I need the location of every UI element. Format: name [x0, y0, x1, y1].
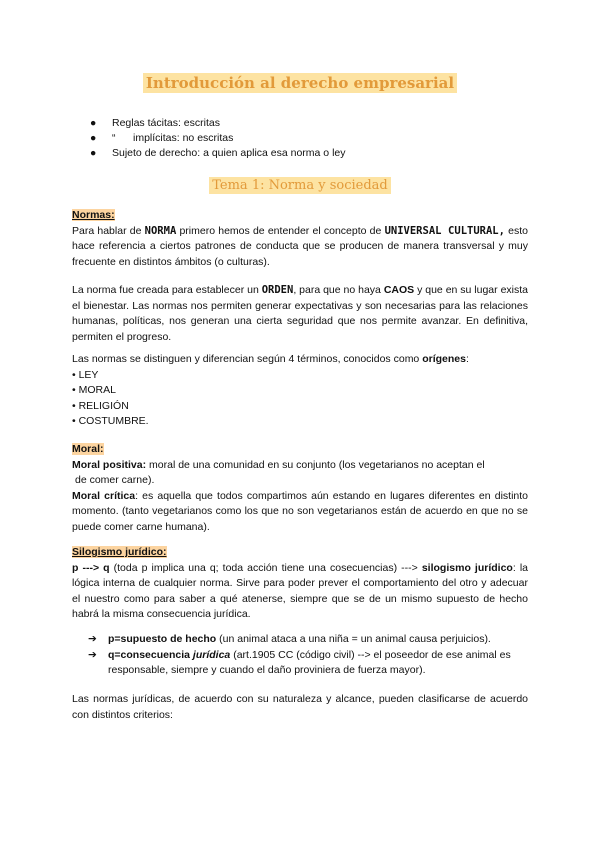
list-item: • LEY [72, 368, 99, 381]
bullet-text: “ implícitas: no escritas [112, 132, 234, 144]
list-item: ➔ p=supuesto de hecho (un animal ataca a una niña = un animal causa perjuicios). [88, 632, 528, 648]
closing-paragraph: Las normas jurídicas, de acuerdo con su naturaleza y alcance, pueden clasificarse de acuerdo con distintos criterios: [72, 693, 528, 721]
moral-section [72, 442, 528, 535]
subtitle-container [0, 176, 600, 194]
list-item [90, 116, 346, 131]
list-item: • RELIGIÓN [72, 399, 129, 412]
title-container [0, 74, 600, 93]
moral-heading: Moral: [72, 443, 104, 455]
bullet-icon: ● [90, 117, 97, 129]
normas-paragraph-2: La norma fue creada para establecer un ORDEN, para que no haya CAOS y que en su lugar exista el bienestar. Las normas nos permiten generar expectativas y son necesarias para las relaciones humanas, políticas, nos generan una cierta seguridad que nos permite avanzar. En definitiva, permiten el progreso. [72, 284, 528, 343]
normas-paragraph-2-block [72, 283, 528, 345]
bullet-text: Reglas tácitas: escritas [112, 117, 220, 129]
silogismo-section [72, 545, 528, 623]
normas-section [72, 208, 528, 270]
list-item [90, 131, 346, 146]
normas-paragraph-3: Las normas se distinguen y diferencian según 4 términos, conocidos como orígenes: [72, 353, 469, 365]
list-item: • COSTUMBRE. [72, 415, 149, 427]
bullet-icon: ● [90, 147, 97, 159]
bullet-text: Sujeto de derecho: a quien aplica esa norma o ley [112, 147, 346, 159]
bullet-icon: ● [90, 132, 97, 144]
silogismo-paragraph: p ---> q (toda p implica una q; toda acción tiene una cosecuencias) ---> silogismo jurídico: la lógica interna de cualquier norma. Sirve para poder prever el comportamiento del otro y adecuar el nuestro como para saber a qué atenerse, siempre que se de un mismo supuesto de hecho habrá la misma consecuencia jurídica. [72, 561, 528, 620]
arrow-icon: ➔ [88, 648, 97, 661]
normas-heading: Normas: [72, 209, 115, 221]
silogismo-heading: Silogismo jurídico: [72, 546, 167, 558]
intro-bullet-list [90, 116, 346, 161]
origins-block [72, 352, 528, 430]
moral-critica: Moral crítica: es aquella que todos compartimos aún estando en lugares diferentes en distinto momento. (tanto vegetarianos como los que no son vegetarianos están de acuerdo en que no se puede comer carne humana). [72, 489, 529, 533]
list-item [90, 146, 346, 161]
normas-paragraph-1: Para hablar de NORMA primero hemos de entender el concepto de UNIVERSAL CULTURAL, esto hace referencia a ciertos patrones de conducta que se producen de manera transversal y muy frecuente en distintos ámbitos (o culturas). [72, 224, 528, 268]
silogismo-arrow-list [88, 632, 528, 679]
document-title: Introducción al derecho empresarial [143, 73, 457, 93]
moral-positiva: Moral positiva: moral de una comunidad en su conjunto (los vegetarianos no aceptan el [72, 458, 485, 471]
list-item: • MORAL [72, 384, 116, 396]
section-subtitle: Tema 1: Norma y sociedad [209, 177, 390, 194]
list-item: ➔ q=consecuencia jurídica (art.1905 CC (código civil) --> el poseedor de ese animal es responsable, siempre y cuando el daño proviniera de fuerza mayor). [88, 648, 511, 676]
moral-positiva-cont: de comer carne). [75, 474, 155, 486]
arrow-icon: ➔ [88, 633, 97, 645]
